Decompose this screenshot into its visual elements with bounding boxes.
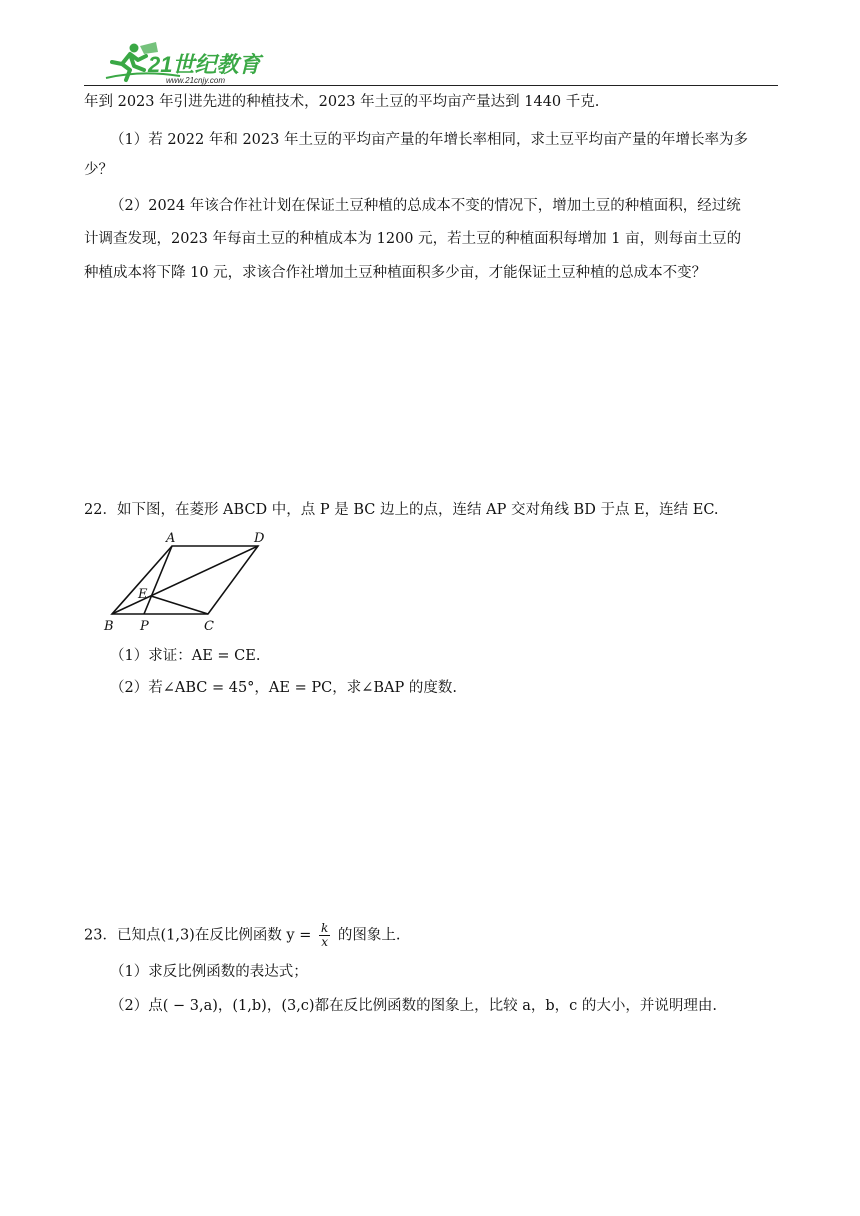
q21-intro-tail: 年到 2023 年引进先进的种植技术，2023 年土豆的平均亩产量达到 1440 千克. bbox=[84, 94, 600, 110]
segment-ap bbox=[144, 546, 172, 614]
diagonal-bd bbox=[112, 546, 258, 614]
q23-stem-pre: 23．已知点(1,3)在反比例函数 y = bbox=[84, 927, 312, 944]
label-b: B bbox=[104, 619, 114, 634]
q21-part2-line1: （2）2024 年该合作社计划在保证土豆种植的总成本不变的情况下，增加土豆的种植面积，经过统 bbox=[110, 198, 741, 214]
q23-part2: （2）点( − 3,a)，(1,b)，(3,c)都在反比例函数的图象上，比较 a，b，c 的大小，并说明理由. bbox=[110, 998, 717, 1014]
q22-stem: 22．如下图，在菱形 ABCD 中，点 P 是 BC 边上的点，连结 AP 交对角线 BD 于点 E，连结 EC. bbox=[84, 502, 719, 518]
label-d: D bbox=[254, 531, 265, 546]
q23-part1: （1）求反比例函数的表达式； bbox=[110, 964, 308, 980]
fraction-k-over-x bbox=[319, 922, 330, 949]
segment-ec bbox=[151, 596, 208, 614]
q23-stem bbox=[84, 922, 401, 949]
q21-part1-line1: （1）若 2022 年和 2023 年土豆的平均亩产量的年增长率相同，求土豆平均亩产量的年增长率为多 bbox=[110, 132, 748, 148]
q21-part2-line2: 计调查发现，2023 年每亩土豆的种植成本为 1200 元，若土豆的种植面积每增加 1 亩，则每亩土豆的 bbox=[84, 231, 742, 247]
label-c: C bbox=[204, 619, 214, 634]
header-rule bbox=[84, 85, 778, 86]
q23-stem-post: 的图象上. bbox=[337, 927, 401, 944]
fraction-numerator: k bbox=[321, 921, 329, 935]
label-e: E bbox=[138, 587, 148, 602]
q21-part1-line2: 少？ bbox=[84, 162, 113, 178]
rhombus-figure bbox=[100, 528, 280, 634]
q21-part2-line3: 种植成本将下降 10 元，求该合作社增加土豆种植面积多少亩，才能保证土豆种植的总成本不变？ bbox=[84, 265, 707, 281]
q22-part1: （1）求证：AE = CE. bbox=[110, 648, 261, 664]
site-logo bbox=[100, 40, 280, 86]
logo-url: www.21cnjy.com bbox=[166, 76, 225, 85]
label-p: P bbox=[140, 619, 149, 634]
fraction-denominator: x bbox=[321, 935, 329, 949]
logo-text: 21世纪教育 bbox=[148, 52, 261, 77]
q22-part2: （2）若∠ABC = 45°，AE = PC，求∠BAP 的度数. bbox=[110, 680, 457, 696]
label-a: A bbox=[166, 531, 176, 546]
